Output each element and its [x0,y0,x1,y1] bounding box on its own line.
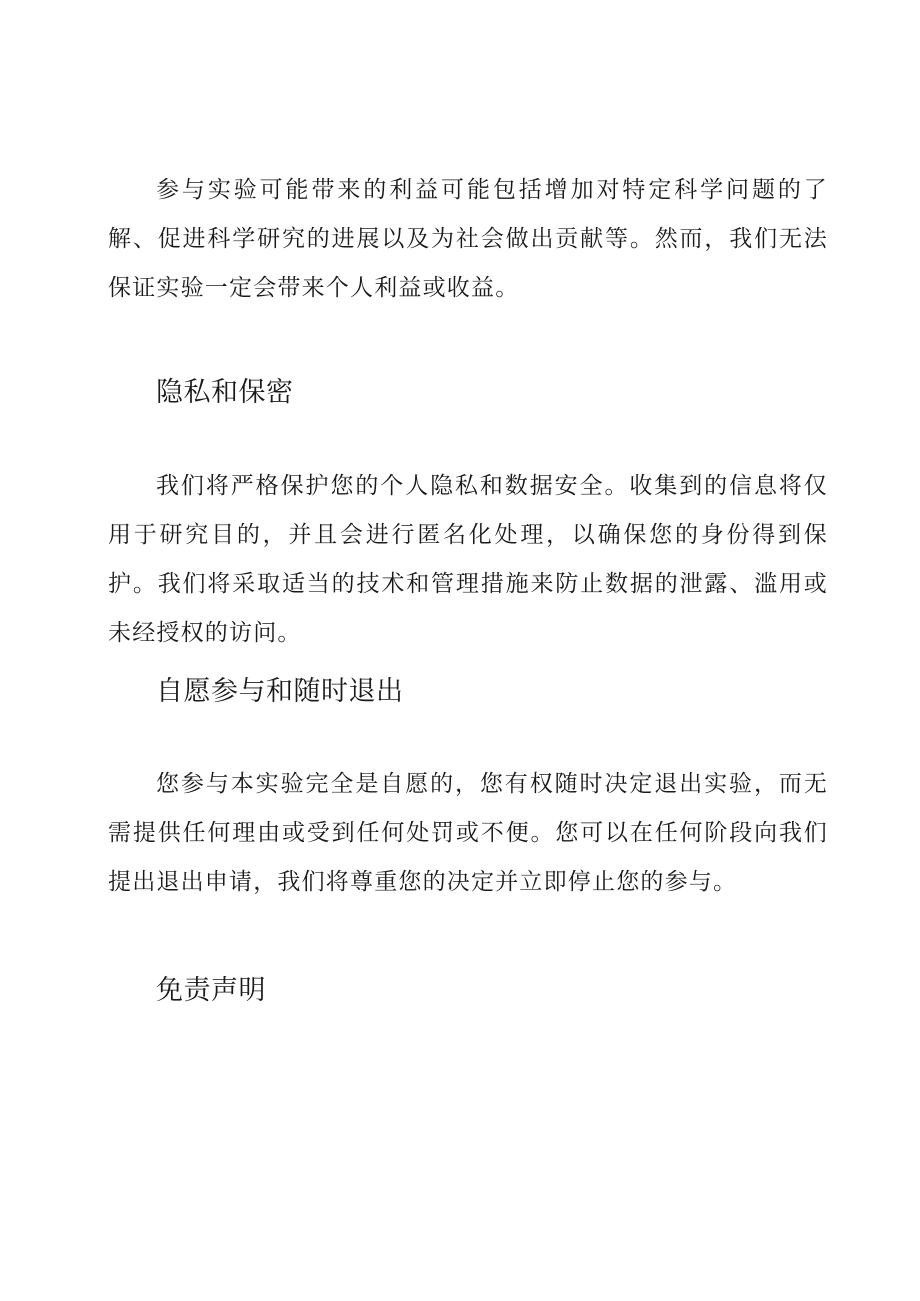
voluntary-participation-heading: 自愿参与和随时退出 [156,676,404,707]
privacy-heading: 隐私和保密 [156,377,294,408]
voluntary-participation-paragraph: 您参与本实验完全是自愿的，您有权随时决定退出实验，而无需提供任何理由或受到任何处罚或不便。您可以在任何阶段向我们提出退出申请，我们将尊重您的决定并立即停止您的参与。 [108,771,828,895]
benefits-paragraph: 参与实验可能带来的利益可能包括增加对特定科学问题的了解、促进科学研究的进展以及为社会做出贡献等。然而，我们无法保证实验一定会带来个人利益或收益。 [108,177,828,301]
disclaimer-heading: 免责声明 [156,975,266,1006]
privacy-paragraph: 我们将严格保护您的个人隐私和数据安全。收集到的信息将仅用于研究目的，并且会进行匿名化处理，以确保您的身份得到保护。我们将采取适当的技术和管理措施来防止数据的泄露、滥用或未经授权的访问。 [108,473,828,646]
